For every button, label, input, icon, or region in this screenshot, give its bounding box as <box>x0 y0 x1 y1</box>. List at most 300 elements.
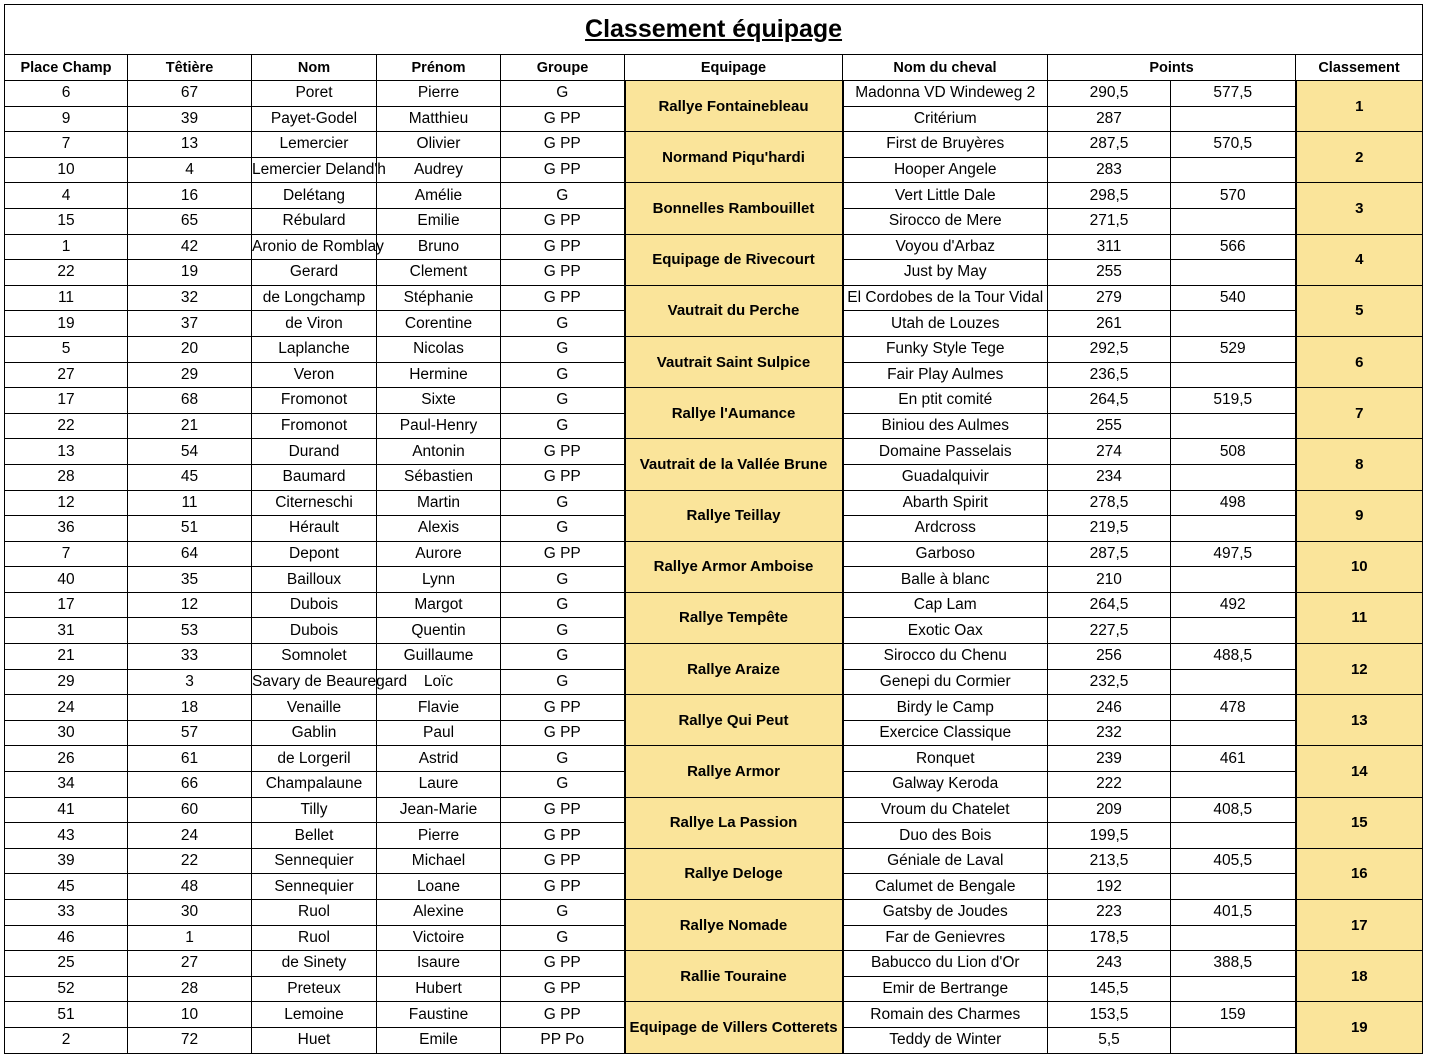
cell-tetiere: 61 <box>128 746 252 772</box>
cell-tetiere: 29 <box>128 362 252 388</box>
cell-cheval: Fair Play Aulmes <box>843 362 1048 388</box>
cell-points: 264,5 <box>1048 388 1171 414</box>
cell-cheval: Genepi du Cormier <box>843 669 1048 695</box>
cell-tetiere: 28 <box>128 976 252 1002</box>
cell-total-points: 570,5 <box>1171 132 1296 158</box>
cell-prenom: Aurore <box>377 541 501 567</box>
cell-tetiere: 27 <box>128 951 252 977</box>
cell-nom: Somnolet <box>252 644 377 670</box>
cell-cheval: El Cordobes de la Tour Vidal <box>843 285 1048 311</box>
cell-prenom: Laure <box>377 772 501 798</box>
cell-prenom: Martin <box>377 490 501 516</box>
cell-empty <box>1171 823 1296 849</box>
cell-place: 1 <box>5 234 128 260</box>
cell-nom: Lemercier Deland'h <box>252 157 377 183</box>
cell-prenom: Astrid <box>377 746 501 772</box>
cell-classement: 2 <box>1296 132 1423 183</box>
cell-groupe: G PP <box>501 874 625 900</box>
cell-groupe: G PP <box>501 260 625 286</box>
cell-cheval: Hooper Angele <box>843 157 1048 183</box>
cell-place: 45 <box>5 874 128 900</box>
cell-classement: 15 <box>1296 797 1423 848</box>
cell-points: 222 <box>1048 772 1171 798</box>
cell-total-points: 508 <box>1171 439 1296 465</box>
cell-groupe: G PP <box>501 1002 625 1028</box>
cell-equipage: Normand Piqu'hardi <box>625 132 843 183</box>
cell-equipage: Rallye Qui Peut <box>625 695 843 746</box>
cell-equipage: Vautrait de la Vallée Brune <box>625 439 843 490</box>
header-prenom: Prénom <box>377 55 501 81</box>
cell-cheval: Domaine Passelais <box>843 439 1048 465</box>
cell-empty <box>1171 720 1296 746</box>
cell-empty <box>1171 618 1296 644</box>
cell-empty <box>1171 669 1296 695</box>
cell-points: 290,5 <box>1048 81 1171 107</box>
cell-prenom: Loane <box>377 874 501 900</box>
cell-prenom: Olivier <box>377 132 501 158</box>
cell-tetiere: 4 <box>128 157 252 183</box>
cell-equipage: Rallye Nomade <box>625 900 843 951</box>
cell-groupe: G <box>501 490 625 516</box>
cell-place: 26 <box>5 746 128 772</box>
table-row <box>5 644 1423 670</box>
cell-prenom: Paul-Henry <box>377 413 501 439</box>
cell-tetiere: 21 <box>128 413 252 439</box>
cell-equipage: Rallye Araize <box>625 644 843 695</box>
cell-empty <box>1171 976 1296 1002</box>
cell-equipage: Rallye La Passion <box>625 797 843 848</box>
header-classement: Classement <box>1296 55 1423 81</box>
cell-points: 227,5 <box>1048 618 1171 644</box>
cell-groupe: G PP <box>501 848 625 874</box>
cell-prenom: Loïc <box>377 669 501 695</box>
cell-tetiere: 67 <box>128 81 252 107</box>
table-row <box>5 183 1423 209</box>
cell-tetiere: 54 <box>128 439 252 465</box>
cell-groupe: G PP <box>501 234 625 260</box>
cell-prenom: Bruno <box>377 234 501 260</box>
cell-nom: Dubois <box>252 592 377 618</box>
cell-nom: de Viron <box>252 311 377 337</box>
cell-place: 13 <box>5 439 128 465</box>
cell-equipage: Equipage de Rivecourt <box>625 234 843 285</box>
cell-tetiere: 53 <box>128 618 252 644</box>
cell-cheval: Abarth Spirit <box>843 490 1048 516</box>
cell-groupe: G <box>501 81 625 107</box>
cell-groupe: G <box>501 413 625 439</box>
cell-points: 264,5 <box>1048 592 1171 618</box>
cell-classement: 17 <box>1296 900 1423 951</box>
cell-cheval: Voyou d'Arbaz <box>843 234 1048 260</box>
cell-place: 22 <box>5 413 128 439</box>
cell-nom: de Longchamp <box>252 285 377 311</box>
table-row <box>5 951 1423 977</box>
cell-nom: Durand <box>252 439 377 465</box>
cell-prenom: Emile <box>377 1027 501 1053</box>
page-title: Classement équipage <box>5 5 1423 55</box>
cell-place: 4 <box>5 183 128 209</box>
cell-tetiere: 45 <box>128 464 252 490</box>
cell-prenom: Margot <box>377 592 501 618</box>
cell-points: 243 <box>1048 951 1171 977</box>
cell-nom: Lemoine <box>252 1002 377 1028</box>
cell-cheval: Emir de Bertrange <box>843 976 1048 1002</box>
cell-groupe: G <box>501 746 625 772</box>
cell-groupe: G PP <box>501 157 625 183</box>
cell-groupe: G <box>501 772 625 798</box>
cell-groupe: G PP <box>501 106 625 132</box>
cell-cheval: Critérium <box>843 106 1048 132</box>
cell-cheval: Far de Genievres <box>843 925 1048 951</box>
cell-cheval: Teddy de Winter <box>843 1027 1048 1053</box>
cell-prenom: Matthieu <box>377 106 501 132</box>
header-equipage: Equipage <box>625 55 843 81</box>
cell-equipage: Rallye Tempête <box>625 592 843 643</box>
cell-total-points: 570 <box>1171 183 1296 209</box>
cell-place: 2 <box>5 1027 128 1053</box>
cell-equipage: Rallye Teillay <box>625 490 843 541</box>
cell-cheval: Gatsby de Joudes <box>843 900 1048 926</box>
cell-place: 21 <box>5 644 128 670</box>
table-row <box>5 848 1423 874</box>
cell-nom: Citerneschi <box>252 490 377 516</box>
cell-points: 178,5 <box>1048 925 1171 951</box>
cell-place: 15 <box>5 208 128 234</box>
cell-place: 19 <box>5 311 128 337</box>
cell-classement: 4 <box>1296 234 1423 285</box>
cell-groupe: G PP <box>501 695 625 721</box>
cell-tetiere: 18 <box>128 695 252 721</box>
header-tetiere: Têtière <box>128 55 252 81</box>
cell-empty <box>1171 260 1296 286</box>
cell-prenom: Jean-Marie <box>377 797 501 823</box>
header-row <box>5 55 1423 81</box>
cell-prenom: Hubert <box>377 976 501 1002</box>
cell-points: 298,5 <box>1048 183 1171 209</box>
cell-nom: Bailloux <box>252 567 377 593</box>
cell-place: 17 <box>5 388 128 414</box>
cell-prenom: Pierre <box>377 81 501 107</box>
cell-empty <box>1171 311 1296 337</box>
cell-tetiere: 64 <box>128 541 252 567</box>
cell-tetiere: 13 <box>128 132 252 158</box>
cell-cheval: Just by May <box>843 260 1048 286</box>
header-cheval: Nom du cheval <box>843 55 1048 81</box>
cell-nom: Venaille <box>252 695 377 721</box>
cell-groupe: G PP <box>501 132 625 158</box>
cell-place: 7 <box>5 132 128 158</box>
cell-cheval: Calumet de Bengale <box>843 874 1048 900</box>
cell-equipage: Equipage de Villers Cotterets <box>625 1002 843 1053</box>
cell-classement: 8 <box>1296 439 1423 490</box>
cell-nom: Hérault <box>252 516 377 542</box>
header-nom: Nom <box>252 55 377 81</box>
table-row <box>5 336 1423 362</box>
cell-place: 33 <box>5 900 128 926</box>
cell-cheval: Exotic Oax <box>843 618 1048 644</box>
cell-points: 5,5 <box>1048 1027 1171 1053</box>
cell-tetiere: 68 <box>128 388 252 414</box>
cell-empty <box>1171 772 1296 798</box>
table-row <box>5 695 1423 721</box>
table-row <box>5 439 1423 465</box>
cell-nom: Gerard <box>252 260 377 286</box>
cell-points: 287,5 <box>1048 132 1171 158</box>
cell-equipage: Vautrait Saint Sulpice <box>625 336 843 387</box>
cell-prenom: Sixte <box>377 388 501 414</box>
cell-place: 22 <box>5 260 128 286</box>
table-row <box>5 746 1423 772</box>
cell-place: 51 <box>5 1002 128 1028</box>
cell-points: 192 <box>1048 874 1171 900</box>
cell-groupe: G <box>501 311 625 337</box>
cell-total-points: 478 <box>1171 695 1296 721</box>
cell-points: 145,5 <box>1048 976 1171 1002</box>
cell-nom: Poret <box>252 81 377 107</box>
cell-groupe: G <box>501 362 625 388</box>
cell-nom: Preteux <box>252 976 377 1002</box>
cell-tetiere: 1 <box>128 925 252 951</box>
cell-tetiere: 32 <box>128 285 252 311</box>
cell-empty <box>1171 106 1296 132</box>
cell-place: 31 <box>5 618 128 644</box>
cell-tetiere: 66 <box>128 772 252 798</box>
cell-cheval: Cap Lam <box>843 592 1048 618</box>
cell-total-points: 388,5 <box>1171 951 1296 977</box>
cell-tetiere: 35 <box>128 567 252 593</box>
cell-classement: 7 <box>1296 388 1423 439</box>
cell-groupe: G <box>501 516 625 542</box>
cell-equipage: Vautrait du Perche <box>625 285 843 336</box>
cell-points: 236,5 <box>1048 362 1171 388</box>
header-groupe: Groupe <box>501 55 625 81</box>
cell-prenom: Alexis <box>377 516 501 542</box>
cell-groupe: G <box>501 592 625 618</box>
cell-prenom: Guillaume <box>377 644 501 670</box>
cell-tetiere: 22 <box>128 848 252 874</box>
cell-empty <box>1171 413 1296 439</box>
cell-prenom: Quentin <box>377 618 501 644</box>
cell-tetiere: 11 <box>128 490 252 516</box>
cell-classement: 13 <box>1296 695 1423 746</box>
cell-points: 246 <box>1048 695 1171 721</box>
cell-total-points: 566 <box>1171 234 1296 260</box>
cell-groupe: G <box>501 567 625 593</box>
cell-nom: Rébulard <box>252 208 377 234</box>
cell-place: 30 <box>5 720 128 746</box>
table-row <box>5 132 1423 158</box>
cell-nom: Fromonot <box>252 388 377 414</box>
cell-tetiere: 51 <box>128 516 252 542</box>
ranking-table <box>4 4 1423 1054</box>
cell-points: 210 <box>1048 567 1171 593</box>
cell-prenom: Victoire <box>377 925 501 951</box>
cell-nom: de Lorgeril <box>252 746 377 772</box>
cell-equipage: Rallye Armor <box>625 746 843 797</box>
cell-place: 36 <box>5 516 128 542</box>
cell-empty <box>1171 362 1296 388</box>
cell-tetiere: 48 <box>128 874 252 900</box>
cell-prenom: Nicolas <box>377 336 501 362</box>
cell-nom: Bellet <box>252 823 377 849</box>
cell-place: 10 <box>5 157 128 183</box>
cell-cheval: Utah de Louzes <box>843 311 1048 337</box>
cell-place: 17 <box>5 592 128 618</box>
cell-empty <box>1171 567 1296 593</box>
cell-place: 34 <box>5 772 128 798</box>
cell-total-points: 492 <box>1171 592 1296 618</box>
cell-points: 287 <box>1048 106 1171 132</box>
cell-nom: Sennequier <box>252 874 377 900</box>
cell-nom: Depont <box>252 541 377 567</box>
cell-classement: 5 <box>1296 285 1423 336</box>
cell-prenom: Sébastien <box>377 464 501 490</box>
cell-groupe: G <box>501 618 625 644</box>
cell-total-points: 540 <box>1171 285 1296 311</box>
cell-prenom: Isaure <box>377 951 501 977</box>
cell-points: 232 <box>1048 720 1171 746</box>
cell-place: 5 <box>5 336 128 362</box>
cell-points: 261 <box>1048 311 1171 337</box>
cell-equipage: Rallye l'Aumance <box>625 388 843 439</box>
cell-classement: 12 <box>1296 644 1423 695</box>
cell-points: 283 <box>1048 157 1171 183</box>
cell-points: 255 <box>1048 260 1171 286</box>
cell-equipage: Rallye Deloge <box>625 848 843 899</box>
cell-prenom: Antonin <box>377 439 501 465</box>
cell-prenom: Stéphanie <box>377 285 501 311</box>
cell-cheval: Ronquet <box>843 746 1048 772</box>
cell-points: 213,5 <box>1048 848 1171 874</box>
table-body <box>5 81 1423 1054</box>
cell-empty <box>1171 1027 1296 1053</box>
cell-nom: Sennequier <box>252 848 377 874</box>
table-row <box>5 388 1423 414</box>
cell-prenom: Pierre <box>377 823 501 849</box>
cell-cheval: Garboso <box>843 541 1048 567</box>
cell-cheval: En ptit comité <box>843 388 1048 414</box>
cell-points: 239 <box>1048 746 1171 772</box>
table-row <box>5 541 1423 567</box>
table-row <box>5 797 1423 823</box>
cell-nom: Gablin <box>252 720 377 746</box>
cell-nom: Aronio de Romblay <box>252 234 377 260</box>
cell-points: 311 <box>1048 234 1171 260</box>
cell-classement: 10 <box>1296 541 1423 592</box>
cell-place: 29 <box>5 669 128 695</box>
cell-groupe: G <box>501 336 625 362</box>
cell-total-points: 408,5 <box>1171 797 1296 823</box>
cell-total-points: 498 <box>1171 490 1296 516</box>
cell-cheval: Galway Keroda <box>843 772 1048 798</box>
cell-groupe: G <box>501 925 625 951</box>
cell-total-points: 577,5 <box>1171 81 1296 107</box>
cell-groupe: G <box>501 669 625 695</box>
table-row <box>5 1002 1423 1028</box>
table-row <box>5 81 1423 107</box>
cell-empty <box>1171 874 1296 900</box>
cell-groupe: G <box>501 183 625 209</box>
table-row <box>5 490 1423 516</box>
cell-tetiere: 3 <box>128 669 252 695</box>
cell-cheval: Géniale de Laval <box>843 848 1048 874</box>
cell-tetiere: 39 <box>128 106 252 132</box>
cell-points: 199,5 <box>1048 823 1171 849</box>
cell-cheval: First de Bruyères <box>843 132 1048 158</box>
cell-tetiere: 65 <box>128 208 252 234</box>
cell-nom: Baumard <box>252 464 377 490</box>
cell-cheval: Biniou des Aulmes <box>843 413 1048 439</box>
cell-classement: 9 <box>1296 490 1423 541</box>
cell-classement: 3 <box>1296 183 1423 234</box>
cell-prenom: Audrey <box>377 157 501 183</box>
cell-points: 256 <box>1048 644 1171 670</box>
cell-place: 41 <box>5 797 128 823</box>
cell-groupe: G PP <box>501 208 625 234</box>
cell-prenom: Clement <box>377 260 501 286</box>
cell-nom: Huet <box>252 1027 377 1053</box>
cell-tetiere: 10 <box>128 1002 252 1028</box>
cell-prenom: Emilie <box>377 208 501 234</box>
cell-place: 7 <box>5 541 128 567</box>
cell-nom: Payet-Godel <box>252 106 377 132</box>
cell-empty <box>1171 157 1296 183</box>
cell-place: 11 <box>5 285 128 311</box>
cell-equipage: Rallye Fontainebleau <box>625 81 843 132</box>
header-points: Points <box>1048 55 1296 81</box>
table-row <box>5 285 1423 311</box>
cell-nom: Laplanche <box>252 336 377 362</box>
cell-groupe: PP Po <box>501 1027 625 1053</box>
cell-groupe: G PP <box>501 720 625 746</box>
cell-groupe: G PP <box>501 285 625 311</box>
cell-cheval: Madonna VD Windeweg 2 <box>843 81 1048 107</box>
cell-classement: 6 <box>1296 336 1423 387</box>
cell-nom: Fromonot <box>252 413 377 439</box>
cell-cheval: Sirocco de Mere <box>843 208 1048 234</box>
cell-groupe: G PP <box>501 797 625 823</box>
cell-cheval: Vert Little Dale <box>843 183 1048 209</box>
cell-nom: Dubois <box>252 618 377 644</box>
cell-classement: 16 <box>1296 848 1423 899</box>
cell-tetiere: 12 <box>128 592 252 618</box>
cell-tetiere: 24 <box>128 823 252 849</box>
cell-empty <box>1171 516 1296 542</box>
cell-points: 279 <box>1048 285 1171 311</box>
spreadsheet <box>4 4 1422 1054</box>
cell-empty <box>1171 208 1296 234</box>
cell-groupe: G PP <box>501 464 625 490</box>
table-row <box>5 592 1423 618</box>
cell-total-points: 401,5 <box>1171 900 1296 926</box>
cell-classement: 11 <box>1296 592 1423 643</box>
cell-classement: 14 <box>1296 746 1423 797</box>
cell-prenom: Paul <box>377 720 501 746</box>
cell-total-points: 519,5 <box>1171 388 1296 414</box>
cell-points: 292,5 <box>1048 336 1171 362</box>
cell-prenom: Corentine <box>377 311 501 337</box>
cell-nom: Tilly <box>252 797 377 823</box>
cell-equipage: Rallye Armor Amboise <box>625 541 843 592</box>
cell-nom: Ruol <box>252 900 377 926</box>
cell-cheval: Vroum du Chatelet <box>843 797 1048 823</box>
cell-tetiere: 33 <box>128 644 252 670</box>
cell-points: 219,5 <box>1048 516 1171 542</box>
cell-place: 12 <box>5 490 128 516</box>
cell-place: 39 <box>5 848 128 874</box>
cell-cheval: Exercice Classique <box>843 720 1048 746</box>
cell-place: 6 <box>5 81 128 107</box>
